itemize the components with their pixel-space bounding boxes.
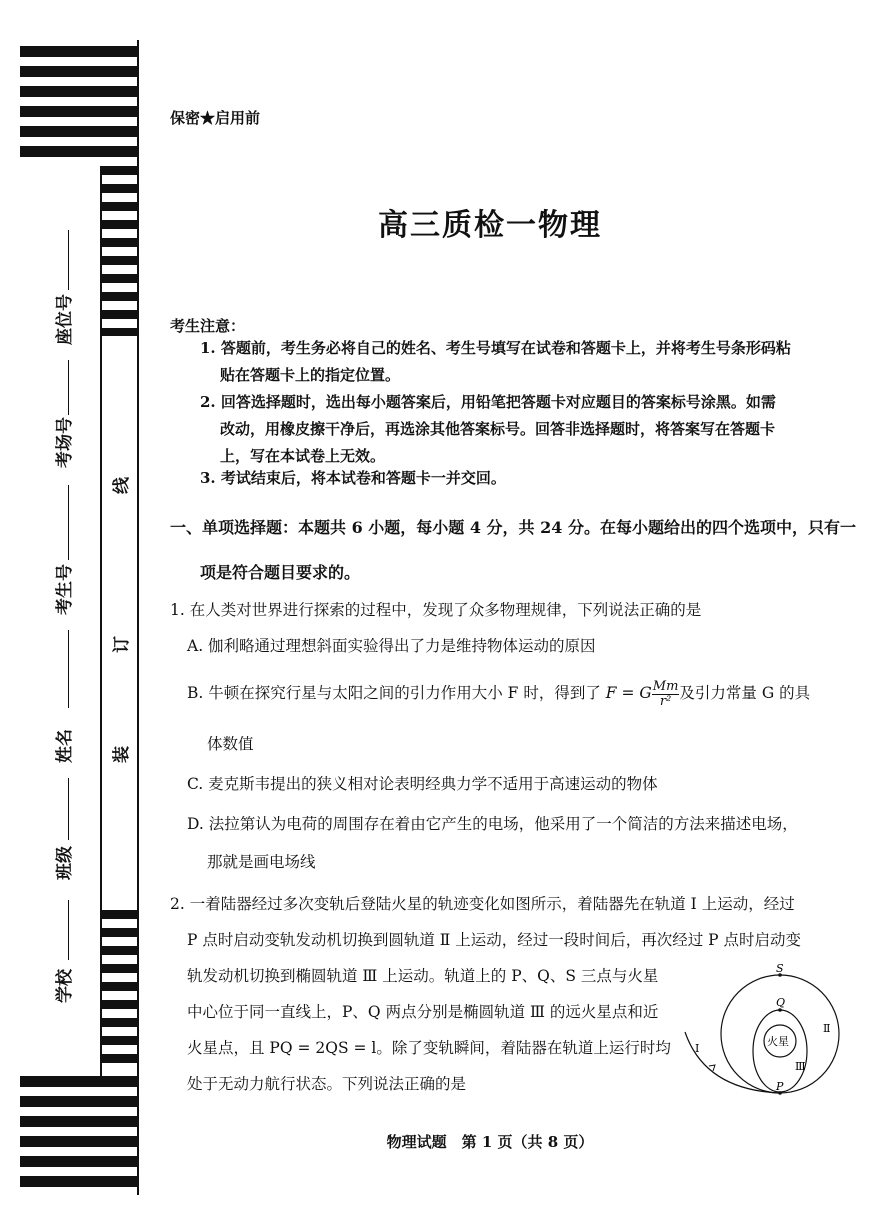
q1-stem: 1. 在人类对世界进行探索的过程中，发现了众多物理规律，下列说法正确的是 bbox=[170, 601, 702, 619]
q1-option-b-text: B. 牛顿在探究行星与太阳之间的引力作用大小 F 时，得到了 bbox=[187, 684, 606, 702]
field-class-label: 班级 bbox=[55, 846, 75, 880]
q2-line4: 中心位于同一直线上，P、Q 两点分别是椭圆轨道 Ⅲ 的远火星点和近 bbox=[187, 1003, 659, 1021]
label-mars: 火星 bbox=[767, 1035, 789, 1048]
field-school-label: 学校 bbox=[55, 969, 75, 1003]
notice-item-3-line1: 3. 考试结束后，将本试卷和答题卡一并交回。 bbox=[200, 469, 506, 487]
q1-option-b-line2: 体数值 bbox=[207, 735, 254, 753]
section-1-line2: 项是符合题目要求的。 bbox=[200, 563, 361, 582]
q2-line5: 火星点，且 PQ = 2QS = l。除了变轨瞬间，着陆器在轨道上运行时均 bbox=[187, 1039, 671, 1057]
q1-option-b-tail: 及引力常量 G 的具 bbox=[679, 684, 811, 702]
notice-item-1-line2: 贴在答题卡上的指定位置。 bbox=[220, 366, 401, 384]
notice-item-1 bbox=[200, 335, 791, 389]
binding-mark-zhuang: 装 bbox=[112, 746, 132, 763]
field-name-label: 姓名 bbox=[55, 729, 75, 763]
q1-formula-denominator: r² bbox=[659, 693, 672, 709]
q1-formula-numerator: Mm bbox=[652, 678, 679, 694]
field-seat-label: 座位号 bbox=[55, 294, 75, 345]
q1-formula-fraction bbox=[652, 680, 680, 709]
label-orbit-2: Ⅱ bbox=[823, 1022, 831, 1035]
orbit-2-circle bbox=[721, 975, 839, 1093]
field-room-line[interactable] bbox=[68, 360, 69, 415]
q1-option-b bbox=[187, 675, 810, 711]
label-s: S bbox=[776, 962, 784, 975]
q1-option-a: A. 伽利略通过理想斜面实验得出了力是维持物体运动的原因 bbox=[187, 637, 596, 655]
field-room-label: 考场号 bbox=[55, 417, 75, 468]
q2-line3: 轨发动机切换到椭圆轨道 Ⅲ 上运动。轨道上的 P、Q、S 三点与火星 bbox=[187, 967, 659, 985]
q2-line2: P 点时启动变轨发动机切换到圆轨道 Ⅱ 上运动，经过一段时间后，再次经过 P 点时启动变 bbox=[187, 931, 802, 949]
q1-formula-lhs: F = G bbox=[605, 684, 652, 702]
field-examno-line[interactable] bbox=[68, 485, 69, 560]
field-name-line[interactable] bbox=[68, 630, 69, 708]
page-footer: 物理试题 第 1 页（共 8 页） bbox=[386, 1133, 594, 1151]
section-1-line1: 一、单项选择题：本题共 6 小题，每小题 4 分，共 24 分。在每小题给出的四个选项中，只有一 bbox=[170, 518, 856, 537]
confidential-mark: 保密★启用前 bbox=[170, 109, 261, 127]
field-class-line[interactable] bbox=[68, 778, 69, 840]
notice-heading: 考生注意： bbox=[170, 317, 246, 335]
page-title: 高三质检一物理 bbox=[378, 208, 602, 243]
notice-item-2-line1: 2. 回答选择题时，选出每小题答案后，用铅笔把答题卡对应题目的答案标号涂黑。如需 bbox=[200, 393, 776, 411]
notice-item-2-line3: 上，写在本试卷上无效。 bbox=[220, 447, 386, 465]
orbit-diagram bbox=[675, 960, 855, 1110]
notice-item-2-line2: 改动，用橡皮擦干净后，再选涂其他答案标号。回答非选择题时，将答案写在答题卡 bbox=[220, 420, 776, 438]
notice-item-1-line1: 1. 答题前，考生务必将自己的姓名、考生号填写在试卷和答题卡上，并将考生号条形码粘 bbox=[200, 339, 791, 357]
q1-option-d: D. 法拉第认为电荷的周围存在着由它产生的电场，他采用了一个简洁的方法来描述电场， bbox=[187, 815, 798, 833]
binding-mark-ding: 订 bbox=[112, 636, 132, 653]
q2-line1: 2. 一着陆器经过多次变轨后登陆火星的轨迹变化如图所示，着陆器先在轨道 Ⅰ 上运动，经过 bbox=[170, 895, 795, 913]
section-1-heading bbox=[170, 505, 856, 595]
field-examno-label: 考生号 bbox=[55, 564, 75, 615]
notice-item-3 bbox=[200, 465, 506, 492]
notice-item-2 bbox=[200, 389, 776, 470]
q2-line6: 处于无动力航行状态。下列说法正确的是 bbox=[187, 1075, 467, 1093]
label-orbit-1: Ⅰ bbox=[695, 1042, 700, 1055]
label-p: P bbox=[776, 1080, 784, 1093]
label-q: Q bbox=[776, 996, 786, 1009]
binding-mark-xian: 线 bbox=[112, 477, 132, 494]
field-school-line[interactable] bbox=[68, 900, 69, 960]
label-orbit-3: Ⅲ bbox=[795, 1060, 806, 1073]
q1-option-d-line2: 那就是画电场线 bbox=[207, 853, 316, 871]
q1-option-c: C. 麦克斯韦提出的狭义相对论表明经典力学不适用于高速运动的物体 bbox=[187, 775, 658, 793]
